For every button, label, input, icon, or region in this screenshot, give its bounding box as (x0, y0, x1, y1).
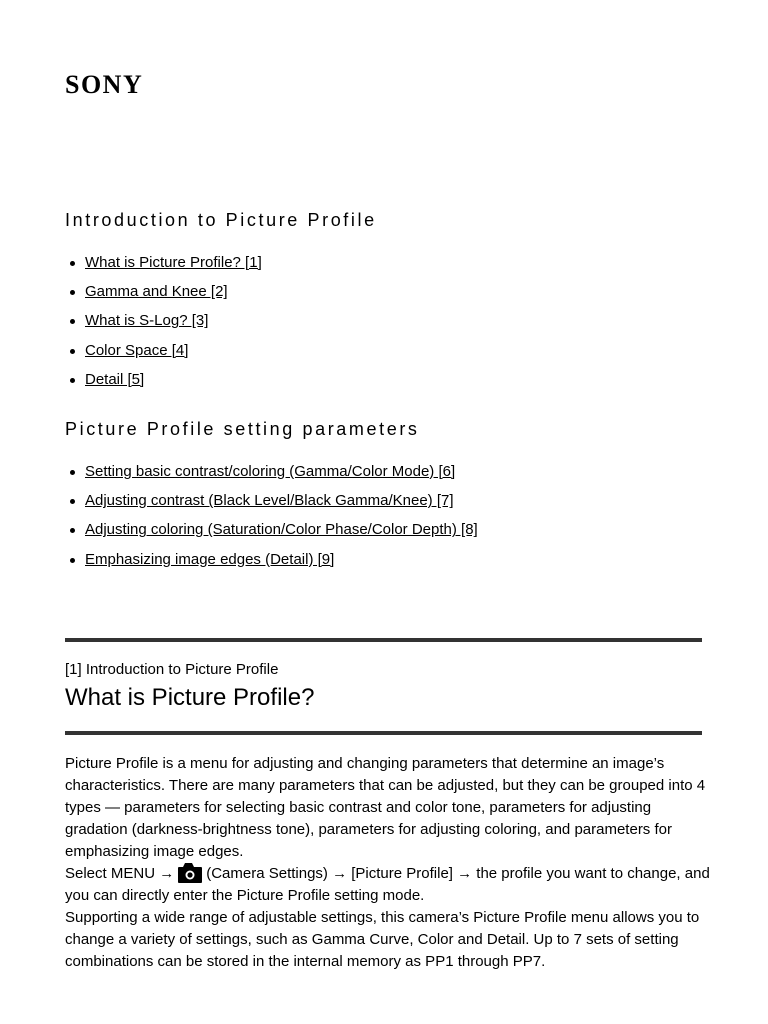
list-item (85, 283, 262, 312)
link-what-is-picture-profile[interactable]: What is Picture Profile? [1] (85, 254, 262, 271)
list-item (85, 492, 478, 521)
menu-path-paragraph (65, 863, 710, 907)
link-basic-contrast-coloring[interactable]: Setting basic contrast/coloring (Gamma/Color Mode) [6] (85, 463, 456, 480)
menu-path-end: (Camera Settings) → [Picture Profile] → the profile you want to change, and you can directly enter the Picture Profile setting mode. (65, 865, 710, 904)
menu-path-start: Select MENU → (65, 865, 175, 882)
link-detail[interactable]: Detail [5] (85, 370, 145, 388)
intro-link-list (85, 254, 262, 400)
sony-logo: SONY (65, 70, 144, 99)
breadcrumb: [1] Introduction to Picture Profile (65, 661, 279, 678)
link-color-space[interactable]: Color Space [4] (85, 341, 189, 359)
link-adjusting-coloring[interactable]: Adjusting coloring (Saturation/Color Phase/Color Depth) [8] (85, 521, 478, 539)
params-section-heading: Picture Profile setting parameters (65, 419, 420, 439)
top-divider (65, 638, 702, 642)
list-item (85, 521, 478, 550)
title-divider (65, 731, 702, 735)
list-item (85, 551, 478, 580)
settings-paragraph: Supporting a wide range of adjustable settings, this camera’s Picture Profile menu allows you to change a variety of settings, such as Gamma Curve, Color and Detail. Up to 7 sets of setting combinations can be stored in the internal memory as PP1 through PP7. (65, 909, 700, 970)
link-adjusting-contrast[interactable]: Adjusting contrast (Black Level/Black Gamma/Knee) [7] (85, 492, 454, 510)
link-emphasizing-edges[interactable]: Emphasizing image edges (Detail) [9] (85, 550, 335, 568)
article-body (65, 753, 710, 973)
list-item (85, 463, 478, 492)
params-link-list (85, 463, 478, 580)
list-item (85, 254, 262, 283)
camera-icon (178, 863, 202, 883)
intro-section-heading: Introduction to Picture Profile (65, 210, 377, 230)
link-what-is-s-log[interactable]: What is S-Log? [3] (85, 312, 209, 330)
intro-paragraph: Picture Profile is a menu for adjusting and changing parameters that determine an image’s characteristics. There are many parameters that can be adjusted, but they can be grouped into 4 types — parameters for selecting basic contrast and color tone, parameters for adjusting gradation (darkness-brightness tone), parameters for adjusting coloring, and parameters for emphasizing image edges. (65, 755, 706, 860)
list-item (85, 371, 262, 400)
list-item (85, 312, 262, 341)
page-title: What is Picture Profile? (65, 684, 315, 711)
link-gamma-and-knee[interactable]: Gamma and Knee [2] (85, 283, 228, 301)
list-item (85, 342, 262, 371)
